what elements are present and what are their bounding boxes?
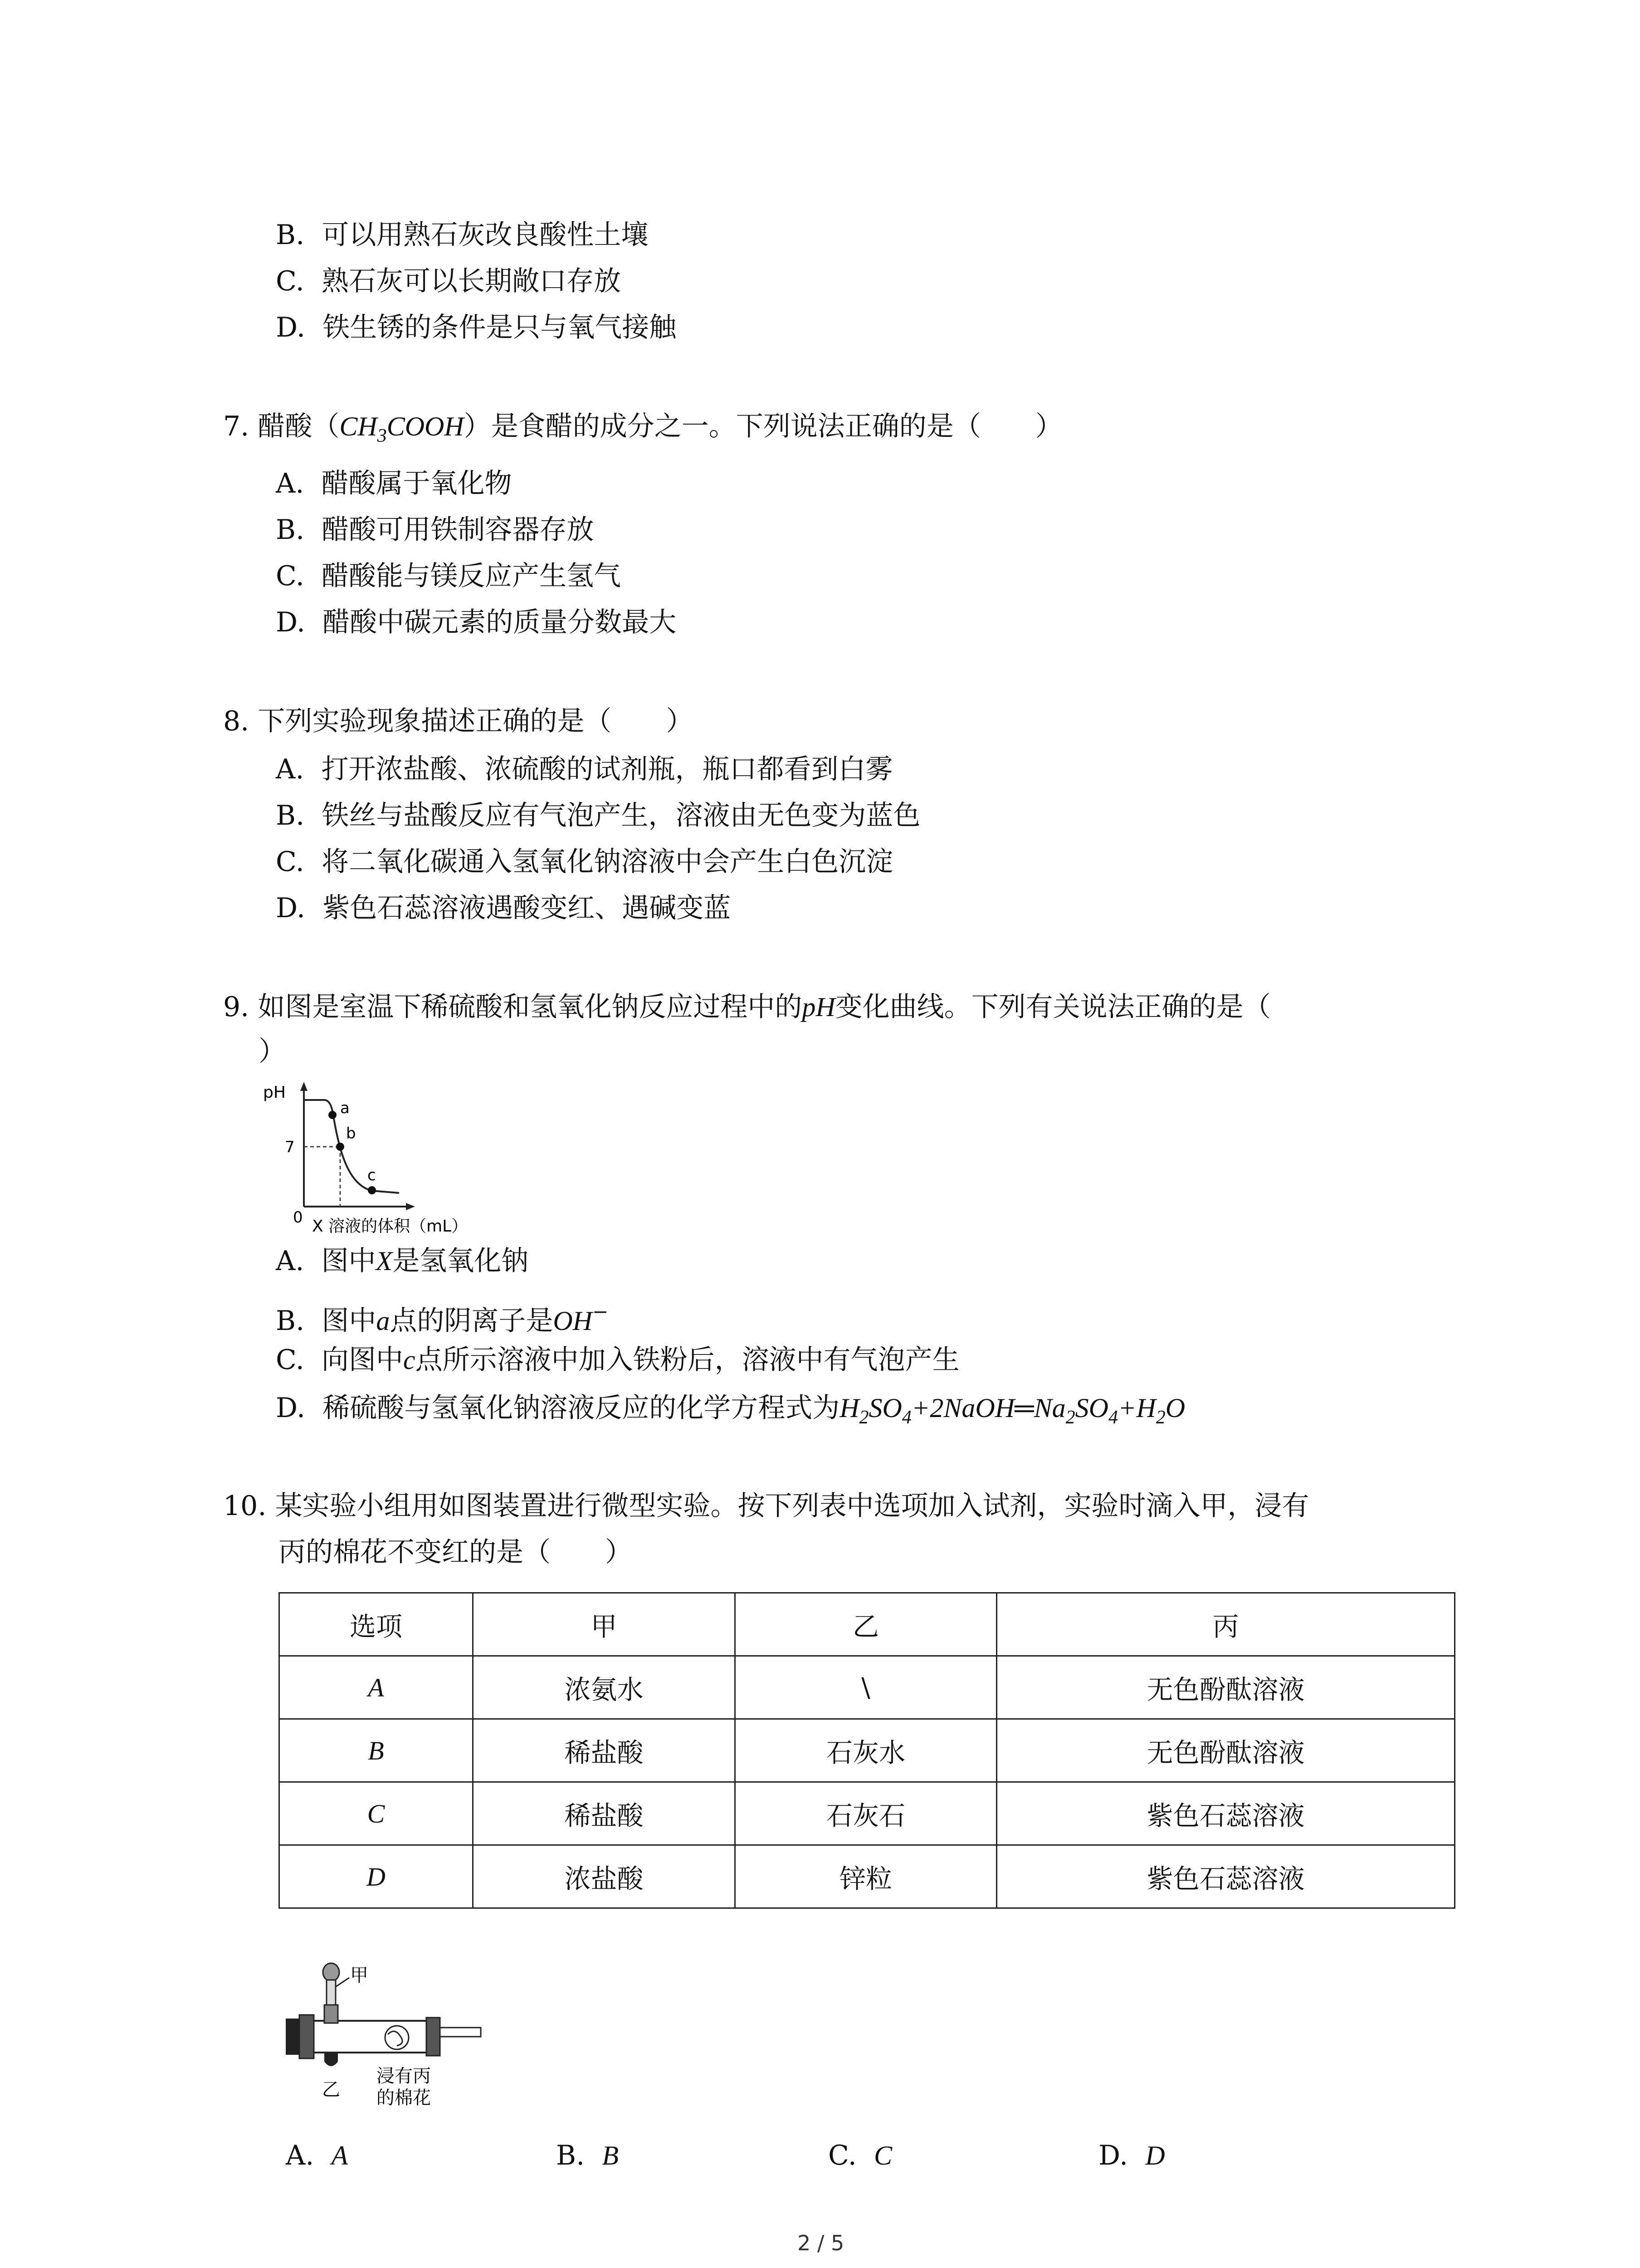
- formula-subscript: 3: [377, 425, 387, 446]
- option-letter: D.: [276, 606, 306, 638]
- q7-option-c: [276, 558, 621, 594]
- option-letter: A.: [276, 753, 304, 785]
- option-text: 向图中: [322, 1344, 403, 1376]
- table-cell: 稀盐酸: [473, 1782, 735, 1845]
- table-cell: C: [279, 1782, 473, 1845]
- dropper-junction: [324, 2005, 338, 2023]
- stem-text: 某实验小组用如图装置进行微型实验。按下列表中选项加入试剂，实验时滴入甲，浸有: [275, 1490, 1309, 1522]
- point-b: [336, 1143, 344, 1151]
- option-text: 图中: [321, 1245, 376, 1277]
- table-row: [279, 1782, 1455, 1845]
- option-text: 可以用熟石灰改良酸性土壤: [322, 219, 649, 251]
- table-header: 丙: [997, 1593, 1455, 1656]
- glass-tube: [295, 2021, 431, 2053]
- option-text: 铁生锈的条件是只与氧气接触: [322, 312, 677, 343]
- option-letter: B.: [276, 514, 305, 546]
- q8-option-d: [276, 890, 731, 926]
- ion-formula: OH: [553, 1306, 592, 1336]
- option-text: 铁丝与盐酸反应有气泡产生，溶液由无色变为蓝色: [322, 800, 921, 831]
- option-text: 是氢氧化钠: [392, 1245, 529, 1277]
- option-text: 紫色石蕊溶液遇酸变红、遇碱变蓝: [322, 892, 731, 924]
- option-letter: B.: [556, 2140, 585, 2171]
- dropper-label-line: [336, 1978, 349, 1987]
- formula-part: CH: [339, 411, 377, 441]
- formula: [339, 411, 464, 446]
- stem-text: 醋酸（: [258, 411, 340, 442]
- q9-option-d: [276, 1390, 1185, 1436]
- table-cell: 无色酚酞溶液: [997, 1719, 1455, 1782]
- point-a: [328, 1111, 337, 1119]
- option-letter: B.: [276, 219, 305, 251]
- dropper-bulb: [323, 1963, 339, 1981]
- option-text: 图中: [322, 1305, 376, 1337]
- option-text: 打开浓盐酸、浓硫酸的试剂瓶，瓶口都看到白雾: [321, 753, 893, 785]
- q8-option-a: [276, 751, 893, 787]
- stem-text: 下列实验现象描述正确的是（ ）: [258, 705, 693, 737]
- option-text: 将二氧化碳通入氢氧化钠溶液中会产生白色沉淀: [322, 846, 893, 878]
- option-value: B: [602, 2141, 619, 2170]
- option-letter: C.: [276, 846, 304, 878]
- option-value: D: [1145, 2141, 1165, 2170]
- table-cell: 锌粒: [735, 1845, 997, 1908]
- table-row: [279, 1656, 1455, 1719]
- option-letter: B.: [276, 800, 305, 831]
- stem-text: 如图是室温下稀硫酸和氢氧化钠反应过程中的: [258, 991, 802, 1023]
- yi-label: 乙: [322, 2079, 340, 2100]
- option-letter: D.: [276, 312, 306, 343]
- q10-stem-line1: [223, 1488, 1309, 1524]
- option-letter: C.: [276, 265, 304, 297]
- option-letter: A.: [276, 1245, 304, 1277]
- q7-option-a: [276, 465, 512, 502]
- table-row: [279, 1719, 1455, 1782]
- formula-part: COOH: [386, 411, 464, 441]
- stem-text: 变化曲线。下列有关说法正确的是（: [835, 991, 1271, 1023]
- q7-option-d: [276, 604, 676, 640]
- table-cell: B: [279, 1719, 473, 1782]
- option-letter: B.: [276, 1305, 305, 1337]
- option-letter: C.: [828, 2140, 857, 2171]
- table-header: 甲: [473, 1593, 735, 1656]
- option-text: 熟石灰可以长期敞口存放: [322, 265, 621, 297]
- q7-stem: [223, 408, 1063, 454]
- option-text: 醋酸中碳元素的质量分数最大: [322, 606, 677, 638]
- q9-option-a: [276, 1243, 528, 1279]
- table-cell: 石灰石: [735, 1782, 997, 1845]
- ph-curve-figure: [263, 1080, 517, 1238]
- question-number: 9.: [223, 991, 249, 1023]
- q8-option-c: [276, 844, 893, 880]
- table-cell: 浓氨水: [473, 1656, 735, 1719]
- q10-answer-c: [828, 2137, 892, 2174]
- table-cell: 无色酚酞溶液: [997, 1656, 1455, 1719]
- option-value: C: [874, 2141, 893, 2170]
- y-tick-7: 7: [285, 1138, 295, 1156]
- page-number: 2 / 5: [797, 2231, 844, 2255]
- option-letter: C.: [276, 1344, 304, 1376]
- left-cap: [299, 2015, 314, 2058]
- q8-option-b: [276, 797, 920, 834]
- table-cell: A: [279, 1656, 473, 1719]
- option-text: 稀硫酸与氢氧化钠溶液反应的化学方程式为: [322, 1392, 840, 1424]
- cotton-ball: [385, 2026, 409, 2049]
- option-math: c: [403, 1345, 415, 1375]
- y-axis-label: pH: [263, 1083, 286, 1102]
- option-letter: A.: [276, 468, 304, 499]
- q9-stem-line2: ）: [259, 1036, 286, 1067]
- question-number: 7.: [223, 411, 249, 442]
- x-axis-arrow: [406, 1203, 415, 1210]
- table-cell: 稀盐酸: [473, 1719, 735, 1782]
- option-letter: A.: [286, 2140, 314, 2171]
- jia-label: 甲: [350, 1965, 368, 1986]
- q6-option-d: [276, 309, 676, 346]
- table-cell: D: [279, 1845, 473, 1908]
- q9-option-b: [276, 1294, 608, 1339]
- q6-option-c: [276, 263, 621, 299]
- table-header: 选项: [279, 1593, 473, 1656]
- table-row: [279, 1845, 1455, 1908]
- point-c: [368, 1186, 376, 1194]
- apparatus-figure: [281, 1960, 499, 2141]
- option-letter: D.: [276, 892, 306, 924]
- stem-text: ）是食醋的成分之一。下列说法正确的是（ ）: [464, 411, 1063, 442]
- option-text: 醋酸可用铁制容器存放: [322, 514, 594, 546]
- point-a-label: a: [340, 1099, 350, 1117]
- ion-charge: −: [592, 1300, 609, 1323]
- outlet-tube: [440, 2028, 481, 2037]
- table-cell: 紫色石蕊溶液: [997, 1782, 1455, 1845]
- table-cell: 紫色石蕊溶液: [997, 1845, 1455, 1908]
- table-header-row: [279, 1593, 1455, 1656]
- q8-stem: [223, 703, 693, 739]
- option-value: A: [331, 2141, 348, 2170]
- q10-stem-line2: 丙的棉花不变红的是（ ）: [278, 1536, 632, 1568]
- option-letter: D.: [1098, 2140, 1128, 2171]
- chemical-equation: $H_2SO_4+2NaOH═Na_2SO_4+H_2O$: [840, 1393, 1186, 1428]
- stem-math: pH: [802, 992, 835, 1022]
- table-header: 乙: [735, 1593, 997, 1656]
- option-math: X: [376, 1246, 393, 1276]
- point-b-label: b: [346, 1124, 356, 1143]
- reagent-well: [324, 2053, 338, 2066]
- q10-answer-d: [1098, 2137, 1165, 2174]
- table-cell: \: [735, 1656, 997, 1719]
- left-stopper: [286, 2019, 299, 2055]
- option-text: 醋酸能与镁反应产生氢气: [322, 560, 621, 592]
- question-number: 10.: [223, 1490, 267, 1522]
- option-math: a: [376, 1306, 390, 1336]
- question-number: 8.: [223, 705, 249, 737]
- option-text: 点的阴离子是: [390, 1305, 553, 1337]
- table-cell: 浓盐酸: [473, 1845, 735, 1908]
- q9-option-c: [276, 1342, 960, 1378]
- cotton-label-line2: 的棉花: [376, 2087, 431, 2108]
- origin-label: 0: [293, 1208, 303, 1227]
- option-letter: D.: [276, 1392, 306, 1424]
- q9-stem: [223, 989, 1271, 1025]
- q7-option-b: [276, 512, 594, 548]
- q10-answer-a: [286, 2137, 348, 2174]
- q6-option-b: [276, 217, 648, 253]
- reagent-table: [278, 1592, 1455, 1909]
- option-text: 醋酸属于氧化物: [321, 468, 512, 499]
- table-cell: 石灰水: [735, 1719, 997, 1782]
- y-axis-arrow: [300, 1082, 308, 1091]
- x-axis-label: X 溶液的体积（mL）: [312, 1217, 468, 1236]
- point-c-label: c: [367, 1166, 376, 1184]
- q10-answer-b: [556, 2137, 619, 2174]
- option-text: 点所示溶液中加入铁粉后，溶液中有气泡产生: [415, 1344, 960, 1376]
- cotton-label-line1: 浸有丙: [376, 2066, 431, 2087]
- right-cap: [426, 2018, 440, 2056]
- option-letter: C.: [276, 560, 304, 592]
